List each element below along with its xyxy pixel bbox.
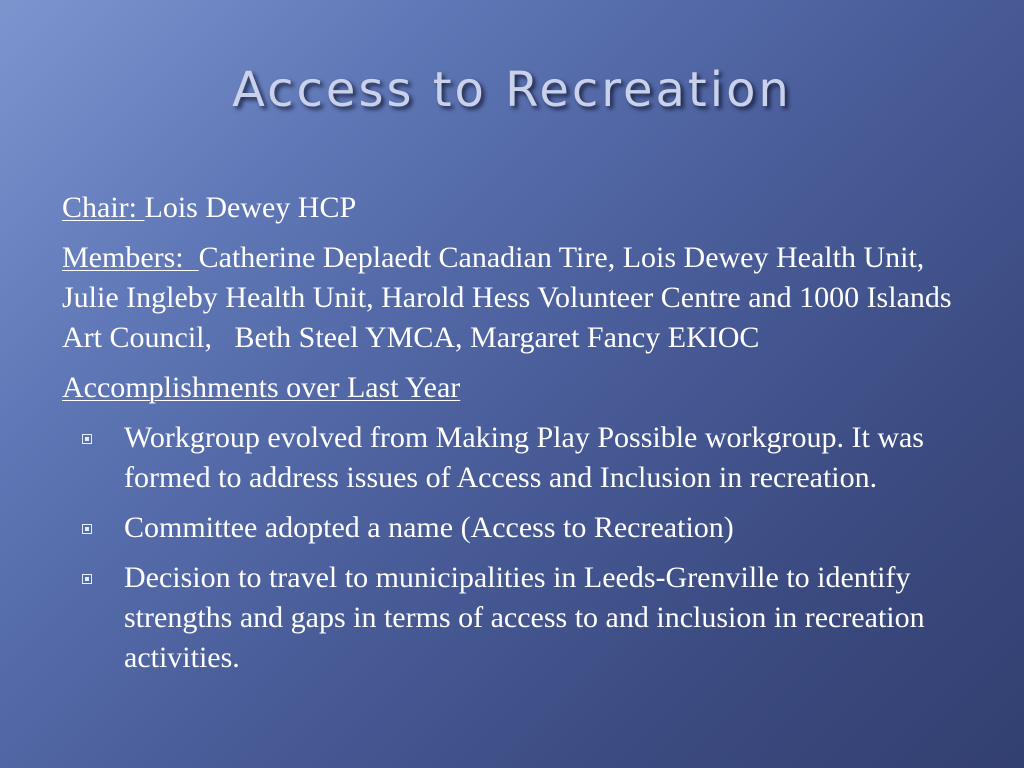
chair-label: Chair: [62,191,145,224]
members-line [62,238,962,358]
slide-title: Access to Recreation [232,62,792,118]
slide-body [62,188,962,688]
chair-line [62,188,962,228]
square-bullet-icon [82,524,92,534]
list-item [62,508,962,548]
list-item-text: Committee adopted a name (Access to Recreation) [124,511,734,544]
list-item-text: Decision to travel to municipalities in Leeds-Grenville to identify strengths and gaps in terms of access to and inclusion in recreation activities. [124,561,925,674]
list-item-text: Workgroup evolved from Making Play Possible workgroup. It was formed to address issues of Access and Inclusion in recreation. [124,421,924,494]
list-item [62,418,962,498]
square-bullet-icon [82,434,92,444]
accomplishments-list [62,418,962,678]
accomplishments-heading [62,368,962,408]
members-label: Members: [62,241,199,274]
chair-value: Lois Dewey HCP [144,191,357,224]
list-item [62,558,962,678]
square-bullet-icon [82,574,92,584]
members-value: Catherine Deplaedt Canadian Tire, Lois Dewey Health Unit, Julie Ingleby Health Unit, Harold Hess Volunteer Centre and 1000 Islands Art Council, Beth Steel YMCA, Margaret Fancy EKIOC [62,241,958,354]
accomplishments-heading-text: Accomplishments over Last Year [62,371,461,404]
